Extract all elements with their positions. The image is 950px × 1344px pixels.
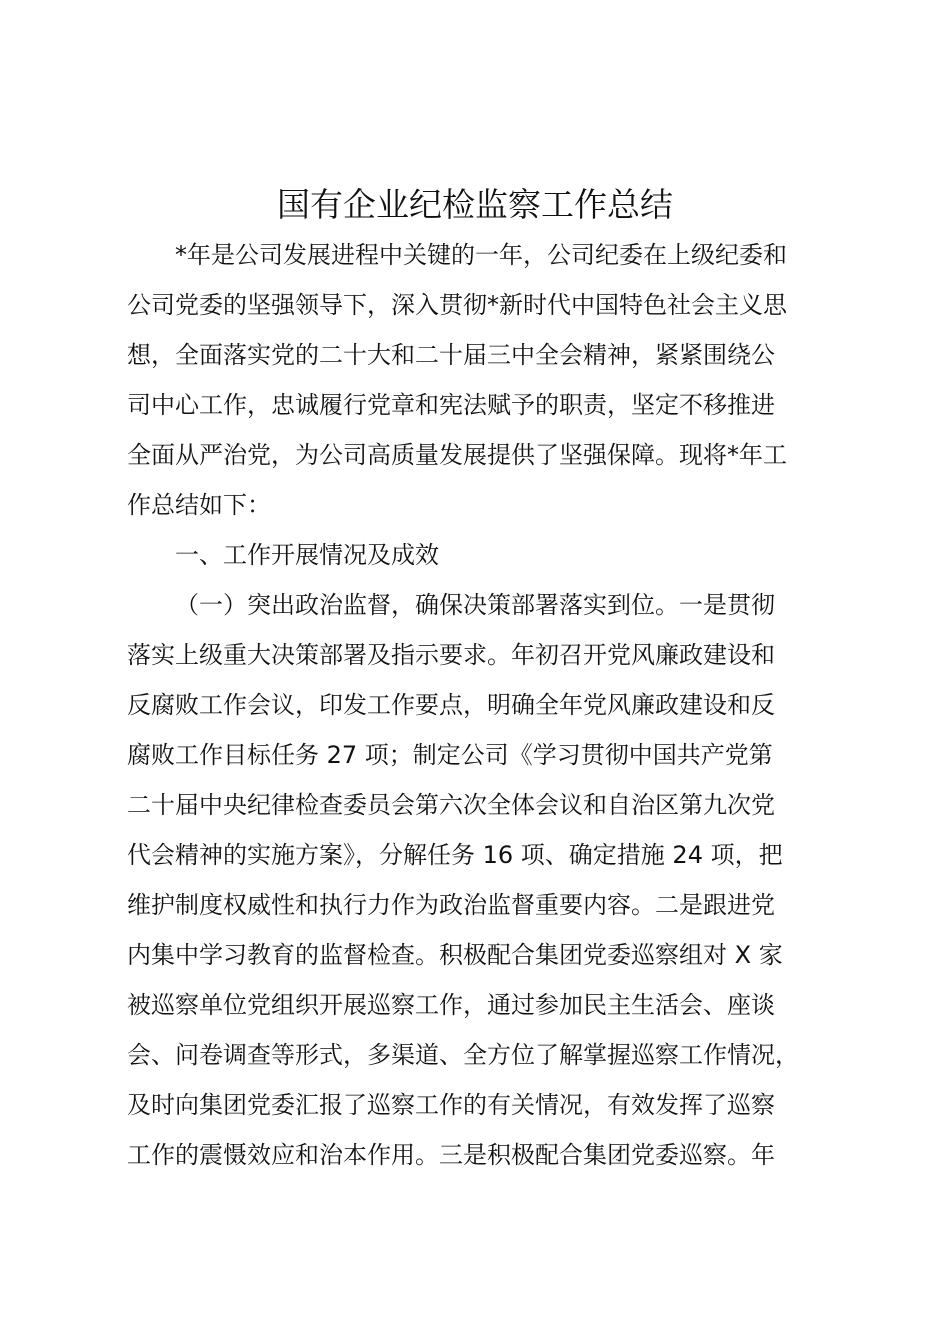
paragraph-line: 维护制度权威性和执行力作为政治监督重要内容。二是跟进党 <box>127 891 775 919</box>
section-heading: 一、工作开展情况及成效 <box>175 541 439 569</box>
paragraph-line: 及时向集团党委汇报了巡察工作的有关情况，有效发挥了巡察 <box>127 1091 775 1119</box>
paragraph-line: 落实上级重大决策部署及指示要求。年初召开党风廉政建设和 <box>127 641 775 669</box>
paragraph-line: *年是公司发展进程中关键的一年，公司纪委在上级纪委和 <box>175 241 787 269</box>
paragraph-line: 司中心工作，忠诚履行党章和宪法赋予的职责，坚定不移推进 <box>127 391 775 419</box>
paragraph-line: 反腐败工作会议，印发工作要点，明确全年党风廉政建设和反 <box>127 691 775 719</box>
paragraph-line: 工作的震慑效应和治本作用。三是积极配合集团党委巡察。年 <box>127 1141 775 1169</box>
paragraph-line: 代会精神的实施方案》，分解任务 16 项、确定措施 24 项，把 <box>127 841 783 869</box>
paragraph-line: 腐败工作目标任务 27 项；制定公司《学习贯彻中国共产党第 <box>127 741 773 769</box>
document-title: 国有企业纪检监察工作总结 <box>277 185 673 224</box>
paragraph-line: 作总结如下： <box>127 491 271 519</box>
paragraph-line: 公司党委的坚强领导下，深入贯彻*新时代中国特色社会主义思 <box>127 291 787 319</box>
paragraph-line: 会、问卷调查等形式，多渠道、全方位了解掌握巡察工作情况， <box>127 1041 799 1069</box>
paragraph-line: 二十届中央纪律检查委员会第六次全体会议和自治区第九次党 <box>127 791 775 819</box>
paragraph-line: 想，全面落实党的二十大和二十届三中全会精神，紧紧围绕公 <box>127 341 775 369</box>
paragraph-line: 全面从严治党，为公司高质量发展提供了坚强保障。现将*年工 <box>127 441 787 469</box>
paragraph-line: （一）突出政治监督，确保决策部署落实到位。一是贯彻 <box>175 591 775 619</box>
paragraph-line: 内集中学习教育的监督检查。积极配合集团党委巡察组对 X 家 <box>127 941 783 969</box>
paragraph-line: 被巡察单位党组织开展巡察工作，通过参加民主生活会、座谈 <box>127 991 775 1019</box>
